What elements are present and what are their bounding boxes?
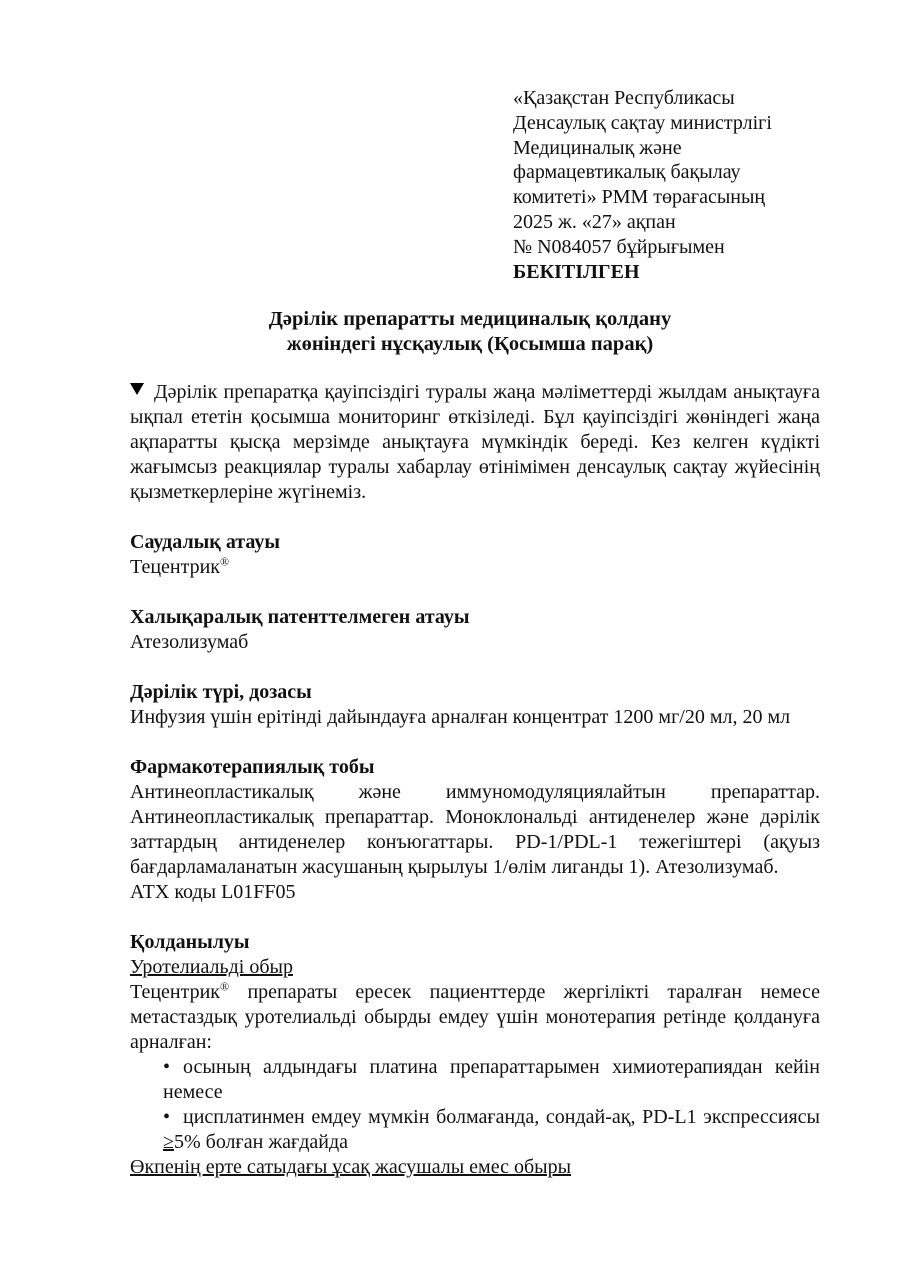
- bullet-item: [130, 1105, 820, 1155]
- bullet-icon: •: [163, 1056, 171, 1078]
- approval-line: № N084057 бұйрығымен: [513, 235, 725, 258]
- section-heading: Дәрілік түрі, дозасы: [130, 681, 312, 703]
- section-heading: Қолданылуы: [130, 931, 250, 953]
- approval-line: комитеті» РММ төрағасының: [513, 186, 766, 209]
- section-heading: Халықаралық патенттелмеген атауы: [130, 606, 470, 628]
- bullet-text: цисплатинмен емдеу мүмкін болмағанда, сондай-ақ, PD-L1 экспрессиясы: [183, 1106, 820, 1128]
- ge-symbol: ≥: [163, 1131, 174, 1153]
- usage-description: препараты ересек пациенттерде жергілікті таралған немесе метастаздық уротелиальді обырды емдеу үшін монотерапия ретінде қолдануға арналған:: [130, 981, 820, 1053]
- subheading-text: Өкпенің ерте сатыдағы ұсақ жасушалы емес обыры: [130, 1156, 572, 1178]
- subheading-urothelial: [130, 955, 293, 980]
- monitoring-notice: [130, 380, 820, 505]
- approval-line: Медициналық және: [513, 136, 682, 159]
- approved-label: БЕКІТІЛГЕН: [513, 260, 640, 283]
- monitoring-text: Дәрілік препаратқа қауіпсіздігі туралы жаңа мәліметтерді жылдам анықтауға ықпал ететін қосымша мониторинг өткізіледі. Бұл қауіпсіздігі жөніндегі жаңа ақпаратты қысқа мерзімде анықтауға мүмкіндік береді. Кез келген күдікті жағымсыз реакциялар туралы хабарлау өтінімімен денсаулық сақтау жүйесінің қызметкерлеріне жүгінеміз.: [130, 381, 820, 503]
- approval-line: 2025 ж. «27» ақпан: [513, 210, 676, 233]
- approval-line: Денсаулық сақтау министрлігі: [513, 111, 772, 134]
- pharm-group-text: Антинеопластикалық және иммуномодуляциялайтын препараттар. Антинеопластикалық препараттар. Моноклональді антиденелер және дәрілік заттардың антиденелер конъюгаттары. PD-1/PDL-1 тежегіштері (ақуыз бағдарламаланатын жасушаның қырылуы 1/өлім лиганды 1). Атезолизумаб.: [130, 781, 820, 878]
- document-body: [130, 380, 820, 1180]
- subheading-text: Уротелиальді обыр: [130, 956, 293, 978]
- bullet-item: [130, 1055, 820, 1105]
- approval-block: [513, 86, 843, 284]
- trade-name-value: [130, 555, 820, 580]
- bullet-text-end: 5% болған жағдайда: [173, 1131, 349, 1153]
- brand-name: Тецентрик: [130, 981, 221, 1003]
- section-inn: [130, 605, 820, 655]
- atx-code: АТХ коды L01FF05: [130, 881, 296, 903]
- bullet-icon: •: [163, 1106, 171, 1128]
- usage-text: [130, 980, 820, 1055]
- form-value: Инфузия үшін ерітінді дайындауға арналған концентрат 1200 мг/20 мл, 20 мл: [130, 706, 791, 728]
- bullet-text: осының алдындағы платина препараттарымен химиотерапиядан кейін немесе: [163, 1056, 820, 1103]
- approval-line: «Қазақстан Республикасы: [513, 87, 735, 109]
- section-heading: Фармакотерапиялық тобы: [130, 756, 375, 778]
- registered-mark: ®: [220, 979, 230, 994]
- subheading-lung: [130, 1155, 571, 1180]
- registered-mark: ®: [220, 554, 230, 569]
- title-line-2: жөніндегі нұсқаулық (Қосымша парақ): [286, 333, 654, 355]
- section-usage: [130, 930, 820, 1180]
- section-trade-name: [130, 530, 820, 580]
- document-title: [130, 307, 810, 357]
- title-line-1: Дәрілік препаратты медициналық қолдану: [268, 308, 672, 330]
- inn-value: Атезолизумаб: [130, 631, 249, 653]
- approval-line: фармацевтикалық бақылау: [513, 161, 741, 184]
- black-triangle-icon: [130, 383, 144, 395]
- section-pharm-group: [130, 755, 820, 905]
- section-heading: Саудалық атауы: [130, 531, 280, 553]
- trade-name-text: Тецентрик: [130, 556, 221, 578]
- section-form: [130, 680, 820, 730]
